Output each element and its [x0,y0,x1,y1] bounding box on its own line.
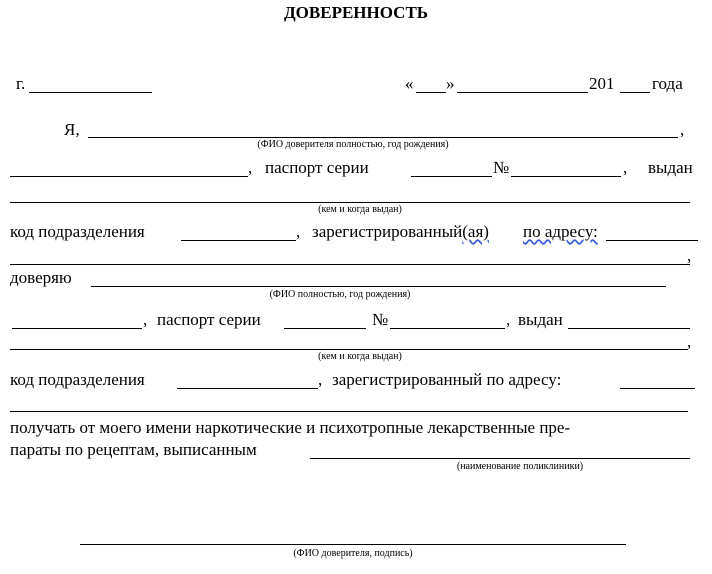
trustee-issued-comma-end: , [687,332,692,351]
purpose-line-1: получать от моего имени наркотические и психотропные лекарственные пре- [10,418,571,437]
trustee-subdivision-label: код подразделения [10,370,145,389]
trustee-issued-field-1[interactable] [568,328,690,329]
clinic-caption: (наименование поликлиники) [456,461,584,472]
principal-issued-field[interactable] [10,202,690,203]
principal-number-sign: № [493,158,510,177]
principal-address-label: по адресу: [523,222,598,241]
principal-address-comma: , [687,246,692,265]
year-prefix: 201 [589,74,615,93]
trustee-issued-caption: (кем и когда выдан) [318,351,402,362]
principal-passport-comma: , [248,158,253,177]
principal-passport-prefix-field[interactable] [10,176,248,177]
month-field[interactable] [457,92,588,93]
principal-fio-field[interactable] [88,137,678,138]
trustee-fio-caption: (ФИО полностью, год рождения) [269,289,411,300]
clinic-field[interactable] [310,458,690,459]
year-suffix: года [652,74,683,93]
trustee-passport-comma: , [143,310,148,329]
purpose-line-2: параты по рецептам, выписанным [10,440,257,459]
year-field[interactable] [620,92,650,93]
trustee-issued-label: выдан [518,310,563,329]
trustee-address-field-2[interactable] [10,411,688,412]
principal-subdivision-field[interactable] [181,240,296,241]
principal-subdivision-label: код подразделения [10,222,145,241]
principal-issued-comma: , [623,158,628,177]
trustee-issued-field-2[interactable] [10,349,688,350]
signature-caption: (ФИО доверителя, подпись) [293,548,413,559]
principal-issued-caption: (кем и когда выдан) [318,204,402,215]
trustee-subdivision-comma: , [318,370,323,389]
trustee-passport-series-field[interactable] [284,328,366,329]
trustee-number-sign: № [372,310,389,329]
day-field[interactable] [416,92,446,93]
principal-subdivision-comma: , [296,222,301,241]
quote-close: » [446,74,455,93]
city-field[interactable] [29,92,152,93]
document-title: ДОВЕРЕННОСТЬ [283,3,429,22]
trustee-address-field-1[interactable] [620,388,695,389]
trustee-passport-number-field[interactable] [390,328,505,329]
principal-passport-label: паспорт серии [265,158,369,177]
city-prefix: г. [16,74,26,93]
signature-field[interactable] [80,544,626,545]
principal-fio-caption: (ФИО доверителя полностью, год рождения) [257,139,449,150]
trustee-trust-label: доверяю [10,268,72,287]
principal-registered-label: зарегистрированный(ая) [312,222,489,241]
principal-passport-number-field[interactable] [511,176,621,177]
principal-pronoun: Я, [64,120,80,139]
trustee-passport-prefix-field[interactable] [12,328,142,329]
principal-issued-label: выдан [648,158,693,177]
trustee-fio-field[interactable] [91,286,666,287]
trustee-issued-comma: , [506,310,511,329]
principal-fio-comma: , [680,120,685,139]
trustee-registered-label: зарегистрированный по адресу: [332,370,562,389]
principal-address-field-2[interactable] [10,264,690,265]
principal-address-field-1[interactable] [606,240,698,241]
trustee-passport-label: паспорт серии [157,310,261,329]
quote-open: « [405,74,414,93]
principal-passport-series-field[interactable] [411,176,492,177]
trustee-subdivision-field[interactable] [177,388,318,389]
